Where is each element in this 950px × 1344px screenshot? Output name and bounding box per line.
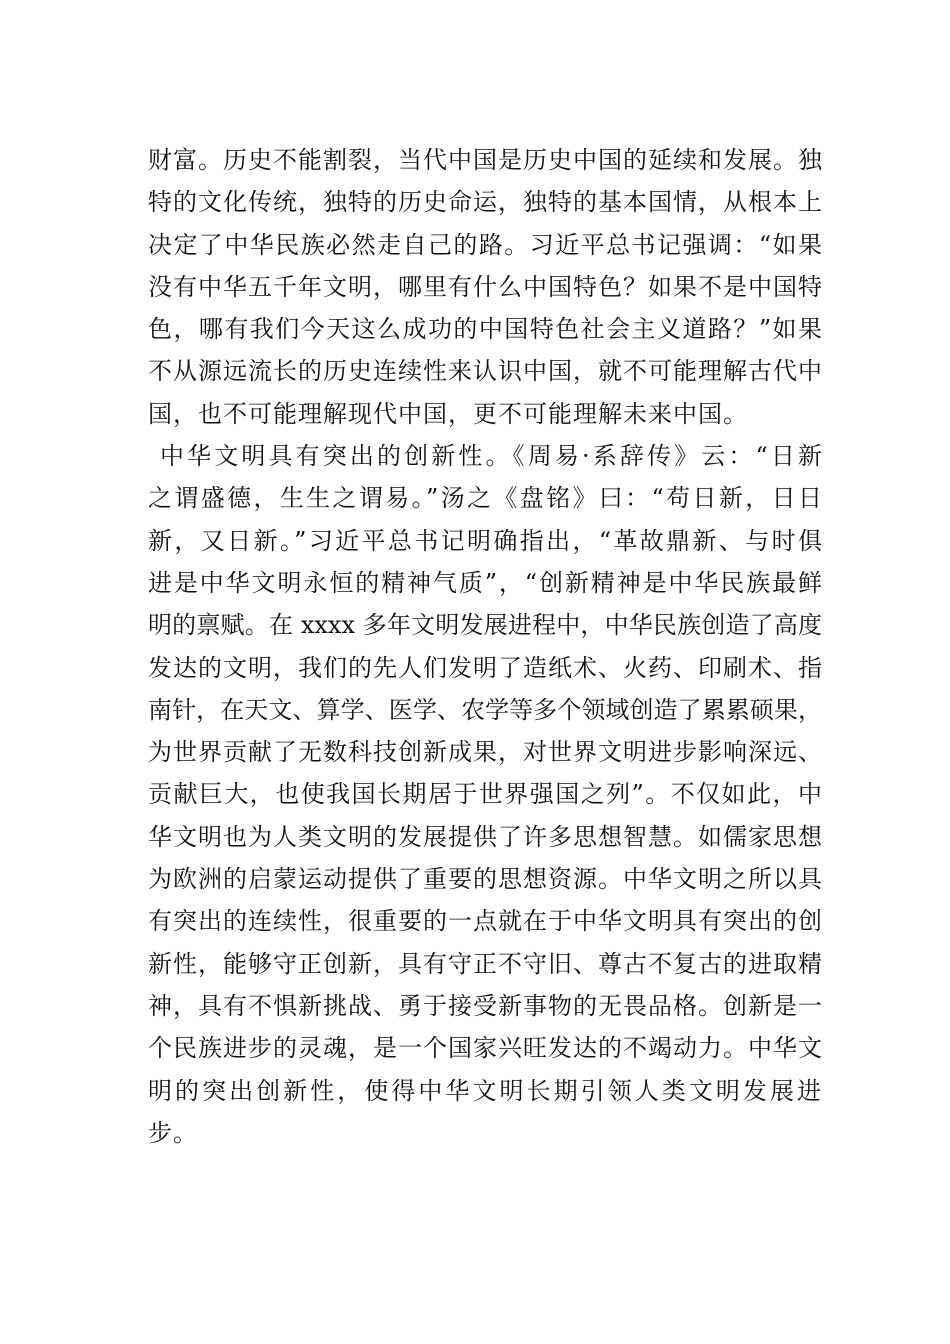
text-line: 发达的文明，我们的先人们发明了造纸术、火药、印刷术、指: [148, 653, 822, 682]
text-line: 特的文化传统，独特的历史命运，独特的基本国情，从根本上: [148, 188, 822, 217]
text-line: 个民族进步的灵魂，是一个国家兴旺发达的不竭动力。中华文: [148, 1034, 822, 1063]
text-line: 为欧洲的启蒙运动提供了重要的思想资源。中华文明之所以具: [148, 865, 822, 894]
text-line: 为世界贡献了无数科技创新成果，对世界文明进步影响深远、: [148, 738, 822, 767]
text-line: 中华文明具有突出的创新性。《周易·系辞传》云：“日新: [160, 442, 822, 471]
text-line: 新，又日新。”习近平总书记明确指出，“革故鼎新、与时俱: [148, 526, 822, 555]
text-line: 南针，在天文、算学、医学、农学等多个领域创造了累累硕果，: [148, 695, 822, 724]
text-line: 新性，能够守正创新，具有守正不守旧、尊古不复古的进取精: [148, 949, 822, 978]
text-line: 明的禀赋。在 xxxx 多年文明发展进程中，中华民族创造了高度: [148, 611, 822, 640]
text-line: 决定了中华民族必然走自己的路。习近平总书记强调：“如果: [148, 230, 822, 259]
text-line: 进是中华文明永恒的精神气质”，“创新精神是中华民族最鲜: [148, 568, 822, 597]
text-line: 神，具有不惧新挑战、勇于接受新事物的无畏品格。创新是一: [148, 991, 822, 1020]
text-line: 之谓盛德，生生之谓易。”汤之《盘铭》曰：“苟日新，日日: [148, 484, 822, 513]
paragraph-1: [148, 139, 822, 435]
text-line: 华文明也为人类文明的发展提供了许多思想智慧。如儒家思想: [148, 822, 822, 851]
document-page: [148, 139, 822, 1154]
text-line: 有突出的连续性，很重要的一点就在于中华文明具有突出的创: [148, 907, 822, 936]
paragraph-2: [148, 435, 822, 1154]
text-line: 不从源远流长的历史连续性来认识中国，就不可能理解古代中: [148, 357, 822, 386]
text-line: 财富。历史不能割裂，当代中国是历史中国的延续和发展。独: [148, 146, 822, 174]
text-line: 国，也不可能理解现代中国，更不可能理解未来中国。: [148, 399, 748, 428]
text-line: 没有中华五千年文明，哪里有什么中国特色？如果不是中国特: [148, 272, 822, 301]
text-line: 贡献巨大，也使我国长期居于世界强国之列”。不仅如此，中: [148, 780, 822, 809]
text-line: 明的突出创新性，使得中华文明长期引领人类文明发展进步。: [148, 1076, 822, 1147]
text-line: 色，哪有我们今天这么成功的中国特色社会主义道路？”如果: [148, 315, 822, 344]
